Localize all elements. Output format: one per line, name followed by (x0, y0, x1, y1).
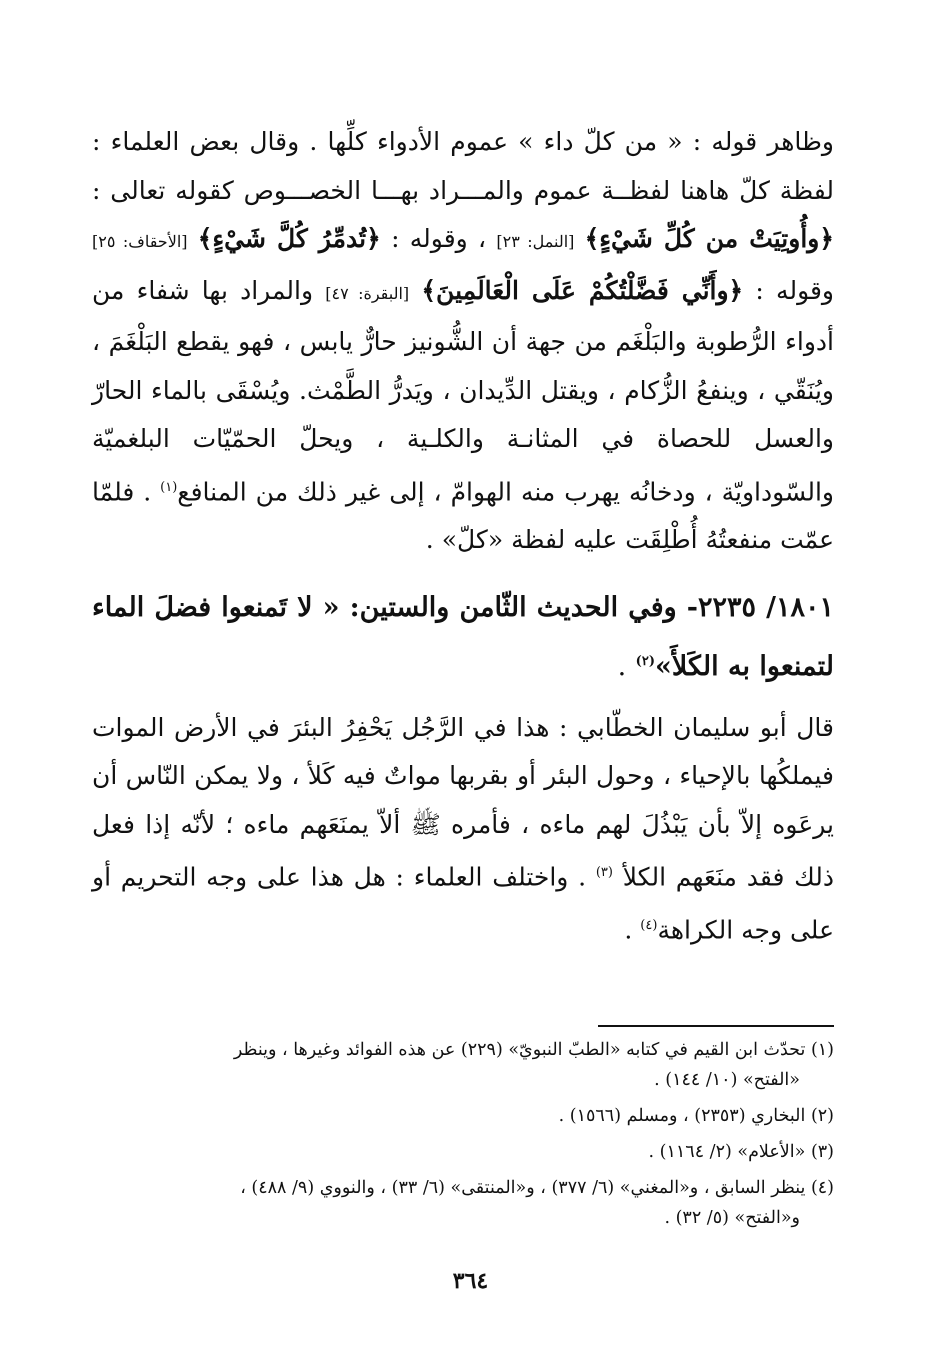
footnote-marker[interactable]: (١) (160, 479, 178, 495)
footnote-number: (٣) (810, 1142, 834, 1162)
text-segment: . فلمّا عمّت منفعتُهُ أُطْلِقَت عليه لفظة «كلّ» . (92, 476, 834, 555)
quran-quote: ﴿وأُوتِيَتْ من كُلِّ شَيْءٍ﴾ (584, 224, 834, 253)
text-segment: ، وقوله : (391, 224, 487, 253)
hadith-text: ١٨٠١/ ٢٢٣٥- وفي الحديث الثّامن والستين: « لا تَمنعوا فضلَ الماء لتمنعوا به الكَلأَ» (92, 591, 835, 682)
quran-quote: ﴿تُدمِّرُ كُلَّ شَيْءٍ﴾ (197, 224, 381, 253)
hadith-heading (92, 581, 834, 694)
footnote-marker[interactable]: (٢) (635, 653, 655, 669)
page-number: ٣٦٤ (452, 1268, 489, 1294)
text-segment: والمراد بها شفاء من أدواء الرُّطوبة والبَلْغَم من جهة أن الشُّونيز حارٌّ يابس ، فهو يقطع البَلْغَمَ ، ويُنَقّي ، وينفعُ الزُّكام ، ويقتل الدِّيدان ، ويَدرُّ الطَّمْث. ويُسْقَى بالماء الحارّ والعسل للحصاة في المثانـة والكلـية ، ويحلّ الحمّيّات البلغميّة والسّوداويّة ، ودخانُه يهرب منه الهوامّ ، إلى غير ذلك من المنافع (92, 275, 834, 506)
footnotes (92, 1035, 834, 1239)
text-segment: . (624, 915, 633, 945)
footnote-text: تحدّث ابن القيم في كتابه «الطبّ النبويّ» (٢٢٩) عن هذه الفوائد وغيرها ، وينظر (233, 1040, 806, 1060)
verse-reference: [البقرة: ٤٧] (325, 283, 410, 303)
footnote-text: «الأعلام» (٢/ ١١٦٤) . (648, 1142, 806, 1162)
text-segment: وظاهر قوله : « من كلّ داء » عموم الأدواء كلِّها . وقال بعض العلماء : لفظة كلّ هاهنا لفظــة عموم والمـــراد بهـــا الخصـــوص كقوله تعالى : (92, 127, 834, 205)
footnote-text: البخاري (٢٣٥٣) ، ومسلم (١٥٦٦) . (558, 1106, 806, 1126)
footnote-item (92, 1101, 834, 1131)
text-segment: . واختلف العلماء : هل هذا على وجه التحريم أو على وجه الكراهة (92, 862, 834, 945)
footnote-number: (٢) (810, 1106, 834, 1126)
footnote-item (92, 1137, 834, 1167)
hadith-tail: . (617, 650, 627, 682)
footnote-marker[interactable]: (٣) (595, 865, 613, 881)
text-segment: وقوله : (755, 275, 835, 305)
footnote-text: ينظر السابق ، و«المغني» (٦/ ٣٧٧) ، و«المنتقى» (٦/ ٣٣) ، والنووي (٩/ ٤٨٨) ، (240, 1178, 806, 1198)
footnote-number: (٤) (810, 1178, 834, 1198)
footnote-continuation: و«الفتح» (٥/ ٣٢) . (664, 1208, 800, 1228)
footnote-divider (598, 1025, 834, 1027)
footnote-item (92, 1173, 834, 1233)
verse-reference: [النمل: ٢٣] (496, 232, 575, 251)
footnote-marker[interactable]: (٤) (640, 918, 658, 934)
footnote-continuation: «الفتح» (١٠/ ١٤٤) . (654, 1070, 800, 1090)
text-segment: قال أبو سليمان الخطّابي : هذا في الرَّجُل يَحْفِرُ البئرَ في الأرض الموات فيملكُها بالإحياء ، وحول البئر أو بقربها مواتٌ فيه كَلأ ، ولا يمكن النّاس أن يرعَوه إلاّ بأن يَبْذُلَ لهم ماءه ، فأمره ﷺ ألاّ يمنَعَهم ماءه ؛ لأنّه إذا فعل ذلك فقد منَعَهم الكلأ (92, 712, 835, 892)
footnote-item (92, 1035, 834, 1095)
paragraph-khattabi (92, 704, 834, 955)
footnote-number: (١) (810, 1040, 834, 1060)
quran-quote: ﴿وأَنِّي فَضَّلْتُكُمْ عَلَى الْعَالَمِينَ﴾ (421, 275, 744, 305)
paragraph-commentary (92, 118, 834, 565)
verse-reference: [الأحقاف: ٢٥] (92, 232, 188, 251)
